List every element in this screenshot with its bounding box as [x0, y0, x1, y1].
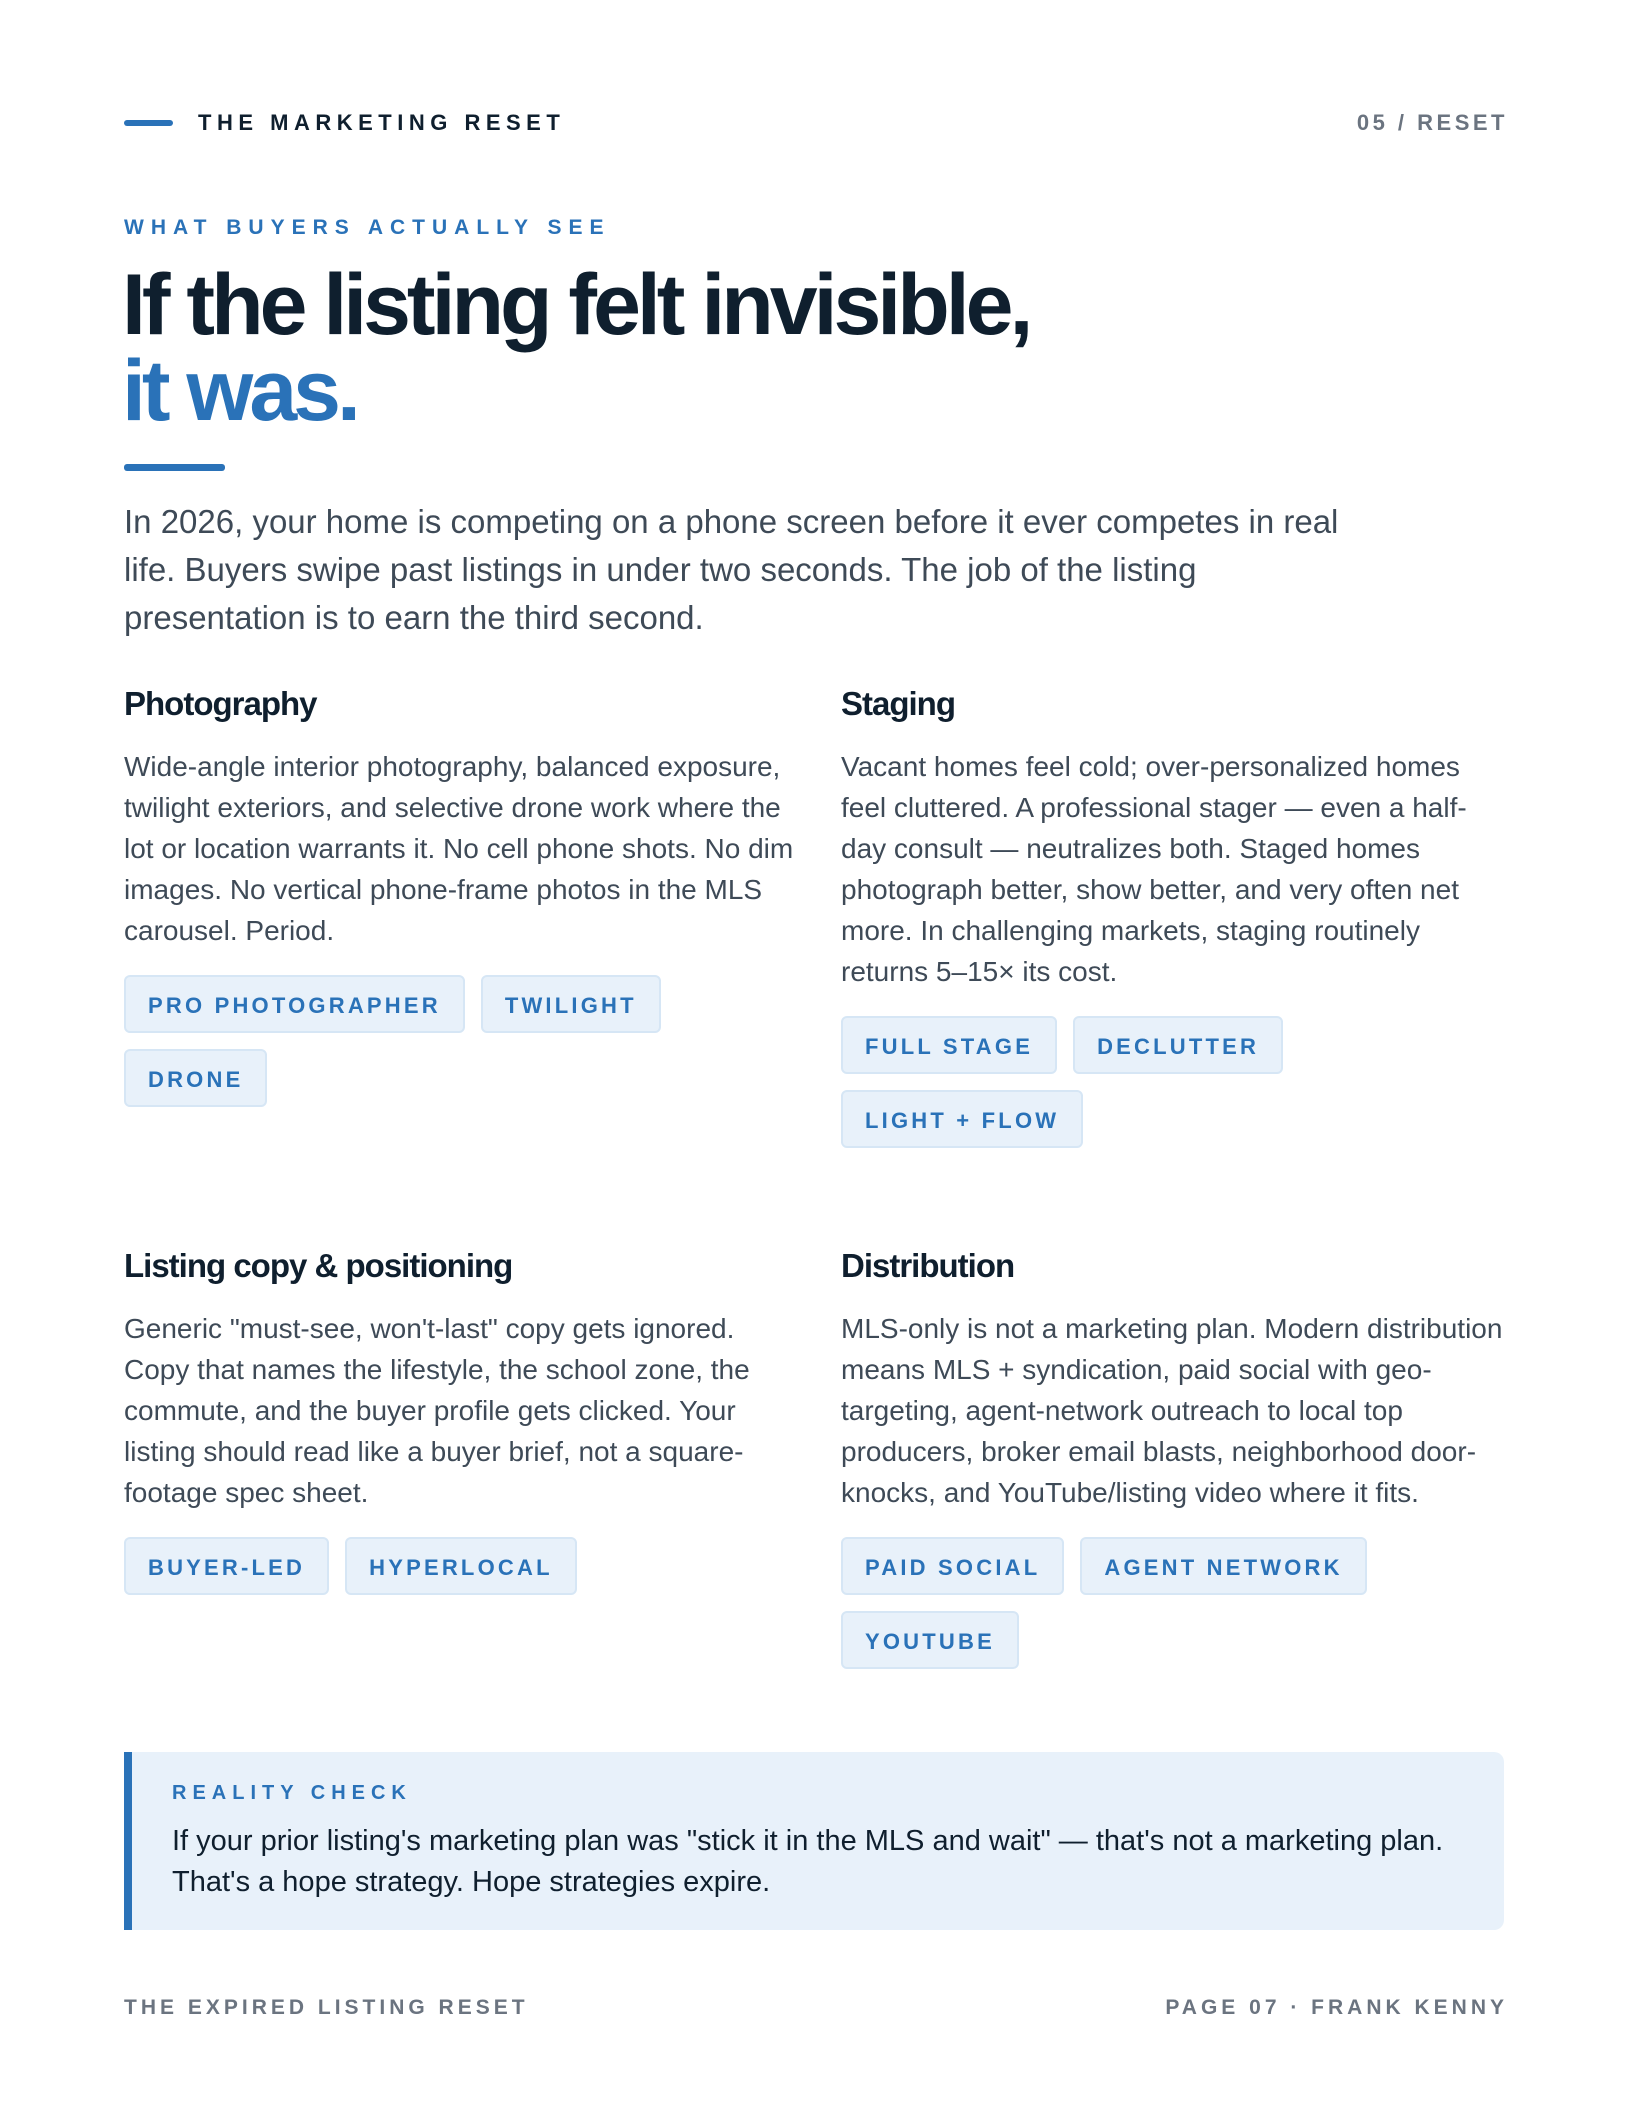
section-staging — [841, 684, 1511, 1148]
section-body: Vacant homes feel cold; over-personalized homes feel cluttered. A professional stager — even a half-day consult — neutralizes both. Staged homes photograph better, show better, and very often net more. In challenging markets, staging routinely returns 5–15× its cost. — [841, 751, 1467, 987]
headline-line-2: it was. — [122, 343, 357, 439]
header-accent-rule — [124, 120, 173, 126]
tag-list — [124, 1537, 794, 1595]
tag: DRONE — [124, 1049, 267, 1107]
section-title: Staging — [841, 685, 955, 722]
section-number: 05 / RESET — [1356, 110, 1508, 135]
tag-list — [841, 1537, 1511, 1669]
reality-check-callout — [124, 1752, 1504, 1930]
tag: PAID SOCIAL — [841, 1537, 1064, 1595]
section-listing-copy — [124, 1246, 794, 1595]
headline-rule — [124, 464, 225, 471]
header-title: THE MARKETING RESET — [198, 110, 566, 135]
lead-paragraph: In 2026, your home is competing on a phone screen before it ever competes in real life. Buyers swipe past listings in under two seconds. The job of the listing presentation is to earn the third second. — [124, 503, 1339, 636]
footer-right: PAGE 07 · FRANK KENNY — [1165, 1996, 1508, 2019]
tag: HYPERLOCAL — [345, 1537, 577, 1595]
tag: YOUTUBE — [841, 1611, 1019, 1669]
header-left — [124, 110, 565, 136]
tag: BUYER-LED — [124, 1537, 329, 1595]
page-footer — [124, 1996, 1508, 2020]
tag: PRO PHOTOGRAPHER — [124, 975, 465, 1033]
section-title: Distribution — [841, 1247, 1015, 1284]
headline-line-1: If the listing felt invisible, — [122, 257, 1030, 353]
section-distribution — [841, 1246, 1511, 1669]
section-title: Photography — [124, 685, 317, 722]
tag: DECLUTTER — [1073, 1016, 1283, 1074]
section-photography — [124, 684, 794, 1107]
callout-eyebrow: REALITY CHECK — [172, 1782, 412, 1804]
headline — [122, 257, 1030, 439]
tag: TWILIGHT — [481, 975, 661, 1033]
section-title: Listing copy & positioning — [124, 1247, 513, 1284]
tag-list — [841, 1016, 1511, 1148]
section-body: Generic "must-see, won't-last" copy gets ignored. Copy that names the lifestyle, the school zone, the commute, and the buyer profile gets clicked. Your listing should read like a buyer brief, not a square-footage spec sheet. — [124, 1313, 750, 1508]
callout-text: If your prior listing's marketing plan was "stick it in the MLS and wait" — that's not a marketing plan. That's a hope strategy. Hope strategies expire. — [172, 1825, 1444, 1898]
section-body: Wide-angle interior photography, balanced exposure, twilight exteriors, and selective drone work where the lot or location warrants it. No cell phone shots. No dim images. No vertical phone-frame photos in the MLS carousel. Period. — [124, 751, 794, 946]
footer-left: THE EXPIRED LISTING RESET — [124, 1996, 529, 2019]
tag: FULL STAGE — [841, 1016, 1057, 1074]
page-header — [124, 106, 1508, 140]
tag-list — [124, 975, 794, 1107]
tag: AGENT NETWORK — [1080, 1537, 1366, 1595]
eyebrow: WHAT BUYERS ACTUALLY SEE — [124, 216, 611, 239]
tag: LIGHT + FLOW — [841, 1090, 1083, 1148]
section-body: MLS-only is not a marketing plan. Modern distribution means MLS + syndication, paid social with geo-targeting, agent-network outreach to local top producers, broker email blasts, neighborhood door-knocks, and YouTube/listing video where it fits. — [841, 1313, 1503, 1508]
